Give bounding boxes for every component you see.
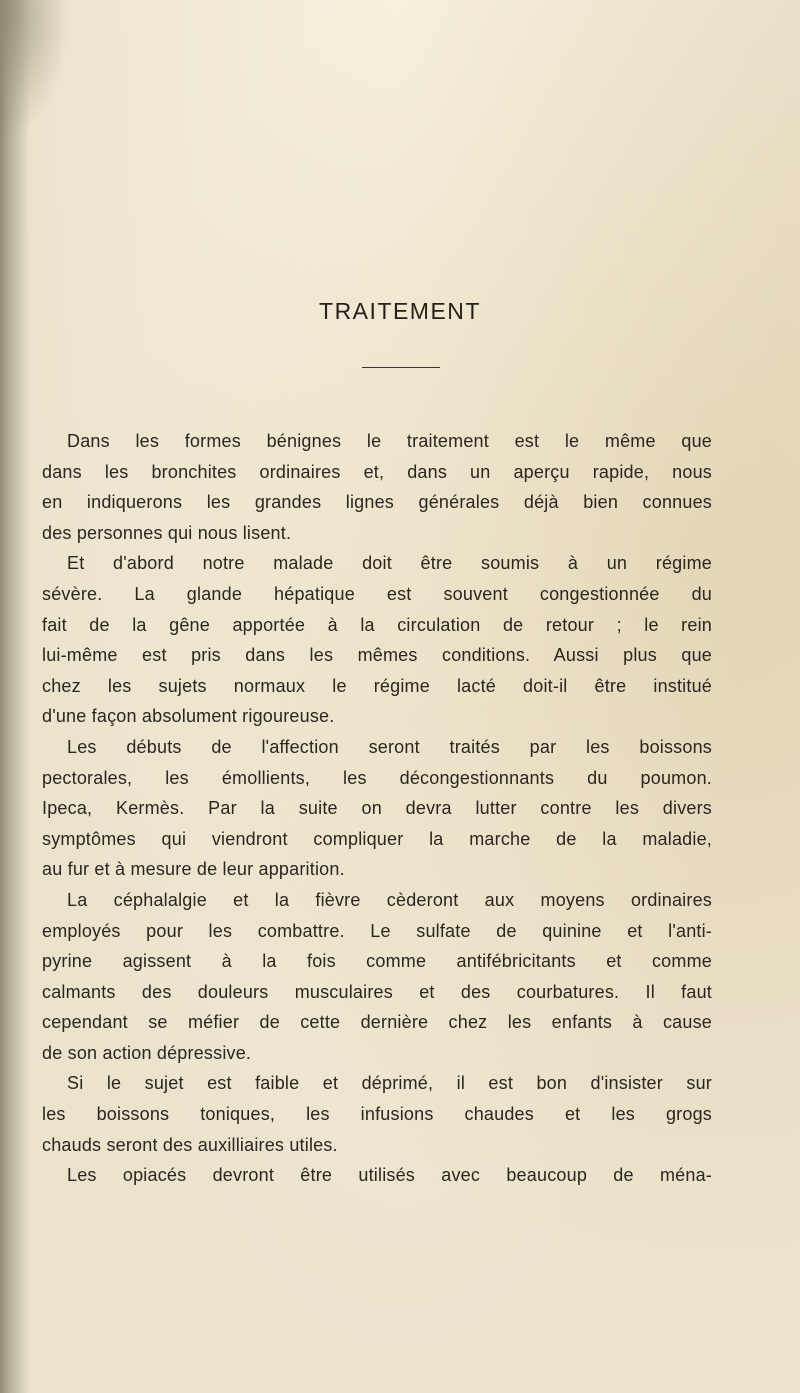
text-line: Et d'abord notre malade doit être soumis à un régime bbox=[67, 553, 712, 574]
text-line: dans les bronchites ordinaires et, dans un aperçu rapide, nous bbox=[42, 461, 712, 482]
text-line: Si le sujet est faible et déprimé, il est bon d'insister sur bbox=[67, 1073, 712, 1094]
text-line: d'une façon absolument rigoureuse. bbox=[42, 706, 335, 727]
text-line: calmants des douleurs musculaires et des courbatures. Il faut bbox=[42, 981, 712, 1002]
text-line: pyrine agissent à la fois comme antifébricitants et comme bbox=[42, 951, 712, 972]
text-line: cependant se méfier de cette dernière chez les enfants à cause bbox=[42, 1012, 712, 1033]
text-line: en indiquerons les grandes lignes générales déjà bien connues bbox=[42, 492, 712, 513]
chapter-title: TRAITEMENT bbox=[319, 298, 481, 324]
text-line: pectorales, les émollients, les décongestionnants du poumon. bbox=[42, 767, 712, 788]
page-binding-shadow bbox=[0, 0, 30, 1393]
text-line: des personnes qui nous lisent. bbox=[42, 522, 292, 543]
text-line: employés pour les combattre. Le sulfate de quinine et l'anti- bbox=[42, 920, 712, 941]
text-line: La céphalalgie et la fièvre cèderont aux moyens ordinaires bbox=[67, 889, 712, 910]
text-line: Les opiacés devront être utilisés avec beaucoup de ména- bbox=[67, 1165, 712, 1186]
text-line: au fur et à mesure de leur apparition. bbox=[42, 859, 345, 880]
text-line: symptômes qui viendront compliquer la marche de la maladie, bbox=[42, 828, 712, 849]
title-rule bbox=[362, 367, 440, 368]
text-line: Dans les formes bénignes le traitement est le même que bbox=[67, 431, 712, 451]
text-line: Ipeca, Kermès. Par la suite on devra lutter contre les divers bbox=[42, 798, 712, 819]
text-line: chez les sujets normaux le régime lacté doit-il être institué bbox=[42, 675, 712, 696]
text-line: chauds seront des auxilliaires utiles. bbox=[42, 1134, 338, 1155]
text-line: fait de la gêne apportée à la circulation de retour ; le rein bbox=[42, 614, 712, 635]
page-stain bbox=[0, 0, 70, 140]
text-line: sévère. La glande hépatique est souvent congestionnée du bbox=[42, 583, 712, 604]
body-text bbox=[42, 426, 712, 1191]
text-line: les boissons toniques, les infusions chaudes et les grogs bbox=[42, 1104, 712, 1125]
text-line: de son action dépressive. bbox=[42, 1042, 252, 1063]
text-line: Les débuts de l'affection seront traités par les boissons bbox=[67, 736, 712, 757]
text-line: lui-même est pris dans les mêmes conditions. Aussi plus que bbox=[42, 645, 712, 666]
